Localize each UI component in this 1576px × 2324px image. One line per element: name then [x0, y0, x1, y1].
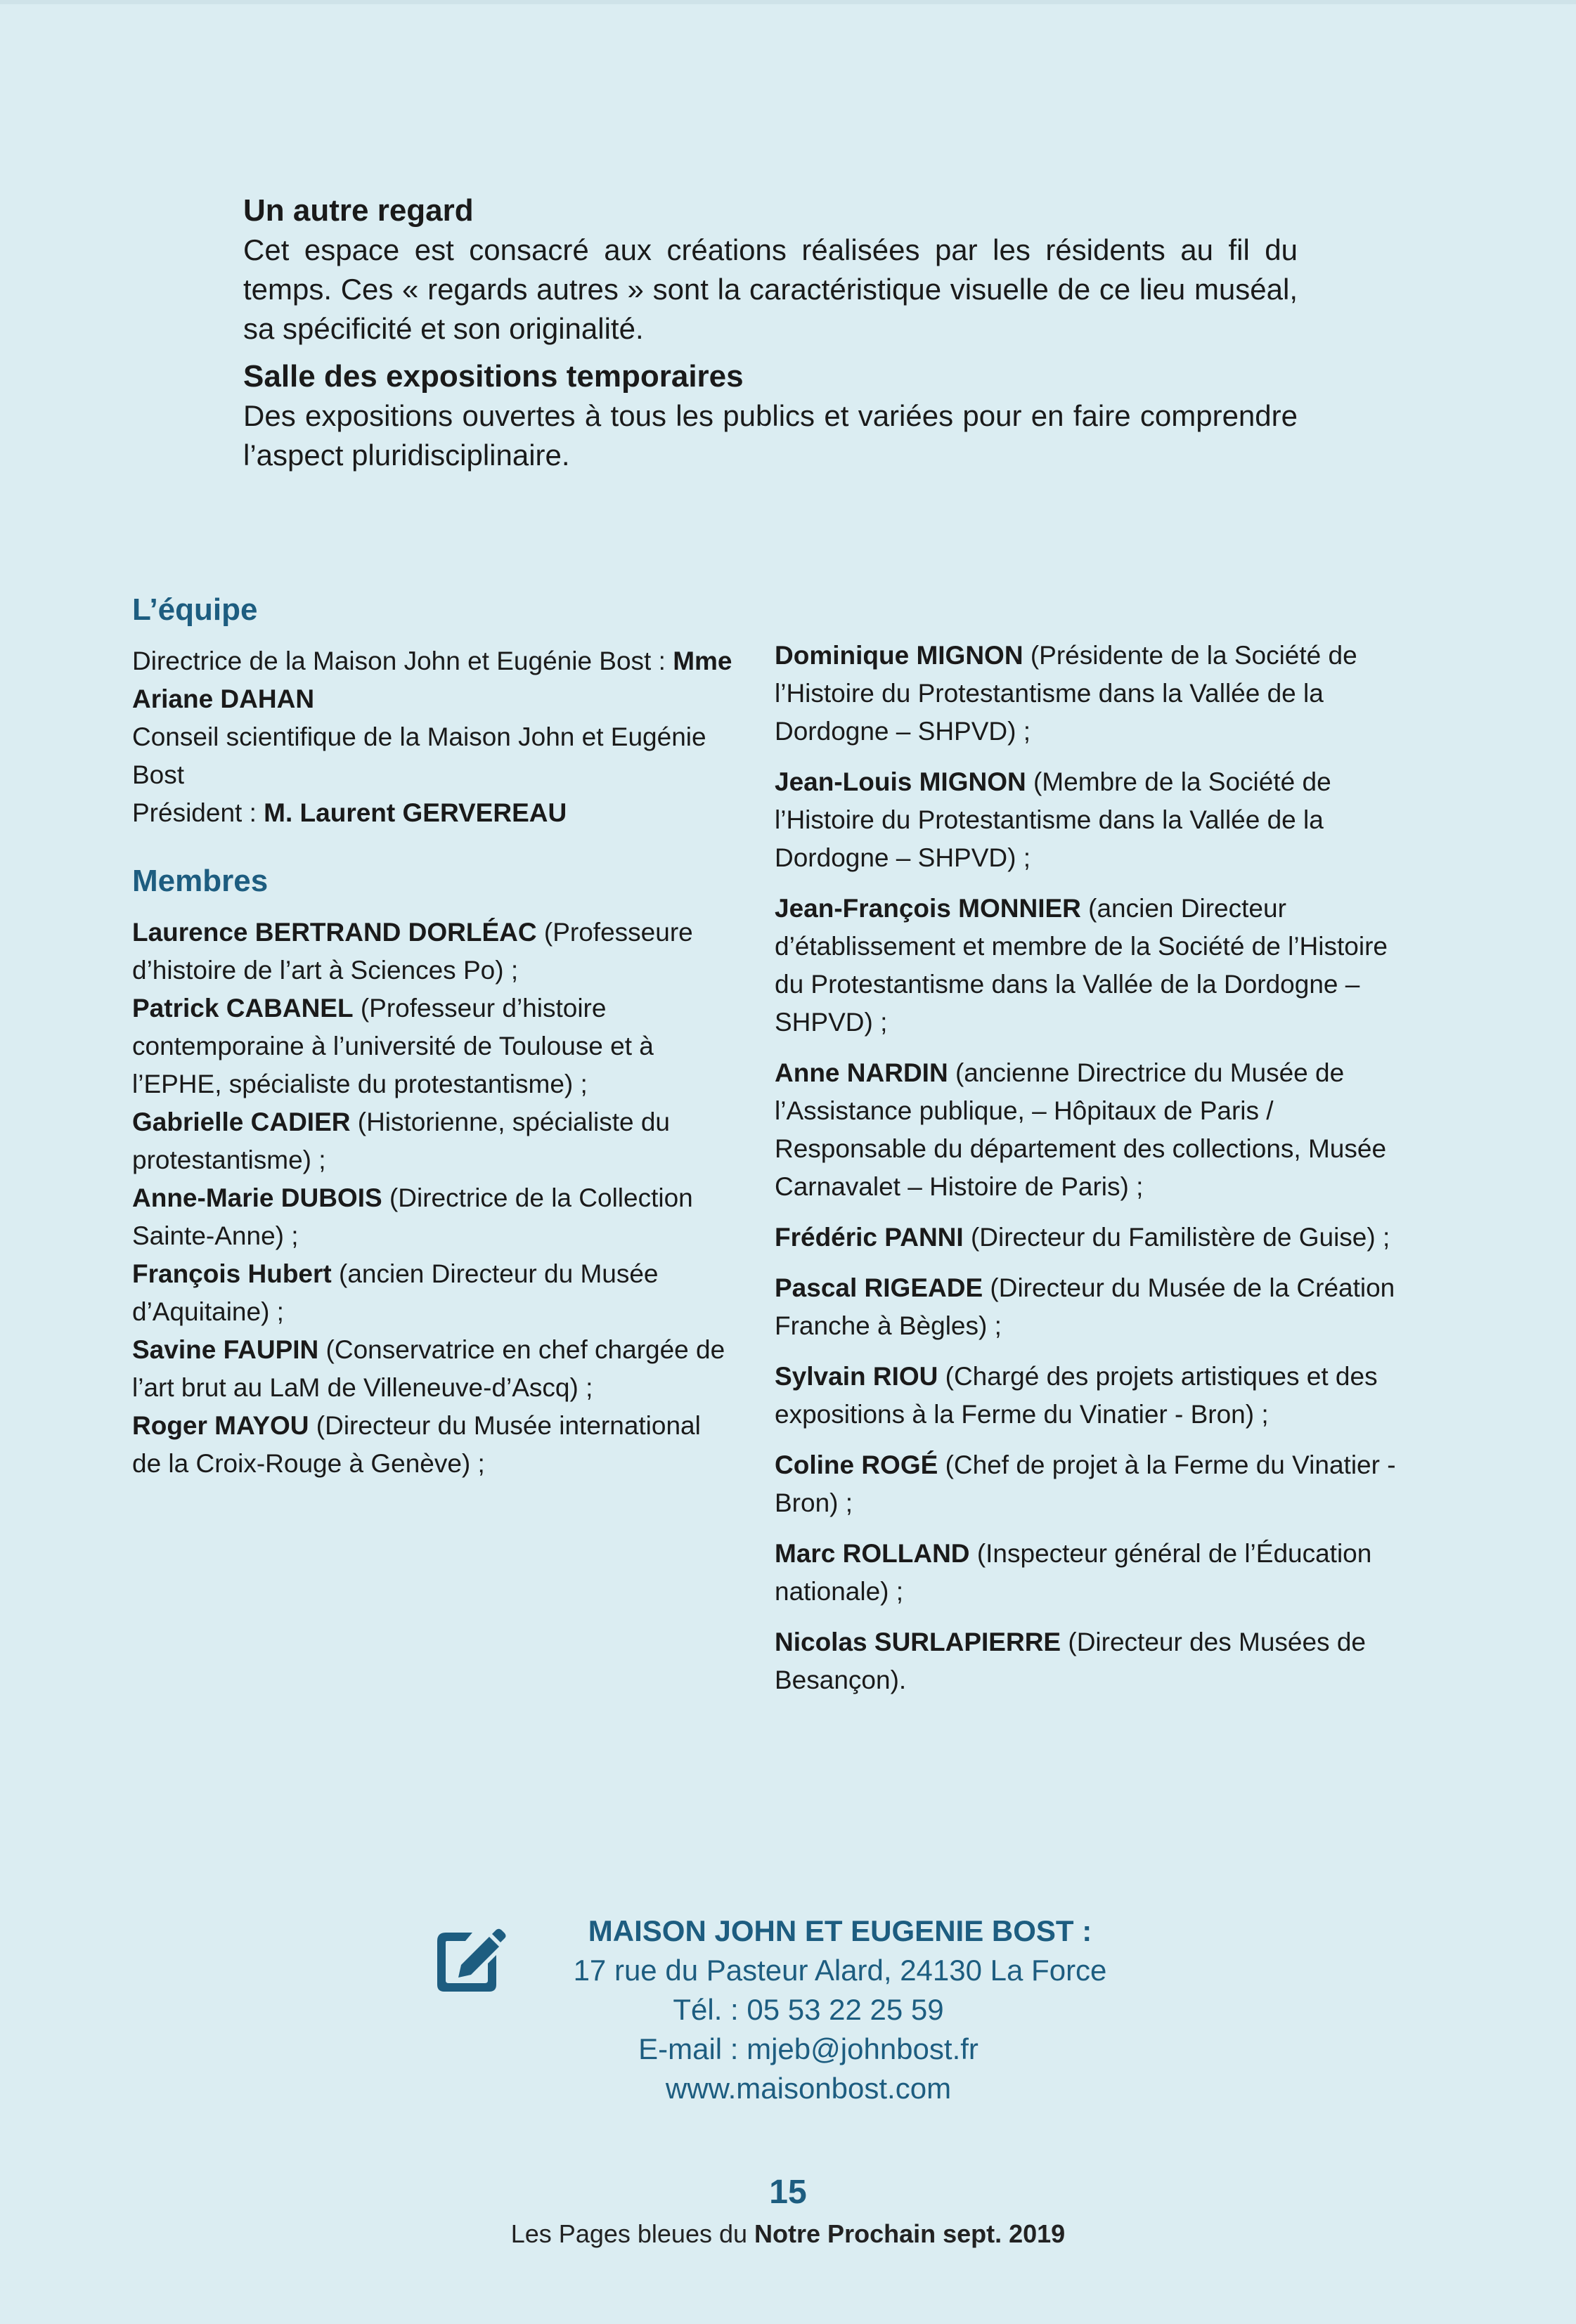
member-description: (Historienne, spécialiste du protestantisme) ;	[132, 1108, 670, 1174]
footer-caption	[0, 2219, 1576, 2249]
member-description: (Chef de projet à la Ferme du Vinatier - Bron) ;	[775, 1450, 1396, 1517]
member-name: Coline ROGÉ	[775, 1450, 938, 1479]
members-title: Membres	[132, 864, 269, 898]
member-entry	[132, 989, 737, 1103]
member-description: (Professeur d’histoire contemporaine à l’université de Toulouse et à l’EPHE, spécialiste du protestantisme) ;	[132, 994, 654, 1098]
member-entry	[132, 1179, 737, 1255]
intro-heading-2: Salle des expositions temporaires	[243, 359, 744, 394]
left-column	[132, 590, 737, 1483]
member-name: Nicolas SURLAPIERRE	[775, 1628, 1061, 1656]
member-name: Sylvain RIOU	[775, 1362, 938, 1391]
member-name: Anne-Marie DUBOIS	[132, 1183, 382, 1212]
member-entry	[132, 914, 737, 989]
member-name: Marc ROLLAND	[775, 1539, 970, 1568]
director-label: Directrice de la Maison John et Eugénie Bost :	[132, 647, 666, 675]
intro-paragraph-2: Des expositions ouvertes à tous les publics et variées pour en faire comprendre l’aspect pluridisciplinaire.	[243, 399, 1298, 472]
member-description: (Directeur des Musées de Besançon).	[775, 1628, 1366, 1694]
member-description: (Chargé des projets artistiques et des expositions à la Ferme du Vinatier - Bron) ;	[775, 1362, 1378, 1429]
footer-publication: Notre Prochain sept. 2019	[754, 2219, 1066, 2248]
member-entry	[132, 1407, 737, 1483]
director-name: Mme Ariane DAHAN	[132, 647, 732, 713]
member-entry	[775, 637, 1407, 751]
president-name: M. Laurent GERVEREAU	[264, 798, 567, 827]
contact-block	[422, 1911, 1195, 2108]
contact-name: MAISON JOHN ET EUGENIE BOST :	[588, 1914, 1092, 1947]
members-list-left	[132, 914, 737, 1483]
intro-section	[243, 191, 1298, 483]
member-description: (Directeur du Familistère de Guise) ;	[970, 1223, 1390, 1252]
member-name: Anne NARDIN	[775, 1058, 948, 1087]
member-name: Jean-Louis MIGNON	[775, 767, 1026, 796]
member-description: (Inspecteur général de l’Éducation nationale) ;	[775, 1539, 1372, 1606]
member-description: (Directrice de la Collection Sainte-Anne) ;	[132, 1183, 693, 1250]
member-name: Gabrielle CADIER	[132, 1108, 351, 1136]
member-name: Laurence BERTRAND DORLÉAC	[132, 918, 537, 947]
footer-prefix: Les Pages bleues du	[510, 2219, 748, 2248]
member-description: (Directeur du Musée international de la Croix-Rouge à Genève) ;	[132, 1411, 701, 1478]
member-name: Frédéric PANNI	[775, 1223, 964, 1252]
member-description: (Professeure d’histoire de l’art à Sciences Po) ;	[132, 918, 693, 985]
director-line	[132, 642, 737, 718]
member-description: (Conservatrice en chef chargée de l’art brut au LaM de Villeneuve-d’Ascq) ;	[132, 1335, 725, 1402]
member-entry	[132, 1255, 737, 1331]
right-column	[775, 637, 1407, 1712]
contact-address: 17 rue du Pasteur Alard, 24130 La Force	[573, 1954, 1107, 1987]
team-title: L’équipe	[132, 592, 258, 627]
member-name: François Hubert	[132, 1259, 332, 1288]
member-description: (Directeur du Musée de la Création Franche à Bègles) ;	[775, 1273, 1395, 1340]
member-entry	[775, 1535, 1407, 1611]
member-entry	[775, 1446, 1407, 1522]
member-name: Patrick CABANEL	[132, 994, 354, 1023]
member-description: (Présidente de la Société de l’Histoire du Protestantisme dans la Vallée de la Dordogne – SHPVD) ;	[775, 641, 1357, 746]
member-name: Roger MAYOU	[132, 1411, 309, 1440]
member-entry	[775, 1219, 1407, 1257]
member-description: (Membre de la Société de l’Histoire du Protestantisme dans la Vallée de la Dordogne – SHPVD) ;	[775, 767, 1331, 872]
members-list-right	[775, 637, 1407, 1699]
member-name: Pascal RIGEADE	[775, 1273, 983, 1302]
president-label: Président :	[132, 798, 257, 827]
member-name: Savine FAUPIN	[132, 1335, 319, 1364]
member-description: (ancien Directeur d’établissement et membre de la Société de l’Histoire du Protestantisme dans la Vallée de la Dordogne – SHPVD) ;	[775, 894, 1388, 1037]
member-entry	[775, 1623, 1407, 1699]
contact-website[interactable]: www.maisonbost.com	[665, 2072, 952, 2105]
member-description: (ancienne Directrice du Musée de l’Assistance publique, – Hôpitaux de Paris / Responsable du département des collections, Musée Carnavalet – Histoire de Paris) ;	[775, 1058, 1387, 1201]
top-edge	[0, 0, 1576, 4]
member-description: (ancien Directeur du Musée d’Aquitaine) ;	[132, 1259, 659, 1326]
member-entry	[775, 1054, 1407, 1206]
council-label: Conseil scientifique de la Maison John et Eugénie Bost	[132, 722, 706, 789]
member-entry	[132, 1331, 737, 1407]
page-number: 15	[769, 2174, 807, 2211]
contact-phone: Tél. : 05 53 22 25 59	[673, 1993, 944, 2026]
member-entry	[775, 1358, 1407, 1434]
member-name: Jean-François MONNIER	[775, 894, 1081, 923]
intro-paragraph-1: Cet espace est consacré aux créations réalisées par les résidents au fil du temps. Ces « regards autres » sont la caractéristique visuelle de ce lieu muséal, sa spécificité et son originalité.	[243, 233, 1298, 345]
member-entry	[775, 763, 1407, 877]
member-entry	[775, 1269, 1407, 1345]
intro-heading-1: Un autre regard	[243, 193, 474, 228]
contact-email[interactable]: E-mail : mjeb@johnbost.fr	[638, 2032, 978, 2065]
member-name: Dominique MIGNON	[775, 641, 1023, 670]
member-entry	[132, 1103, 737, 1179]
president-line	[132, 794, 737, 832]
member-entry	[775, 890, 1407, 1041]
